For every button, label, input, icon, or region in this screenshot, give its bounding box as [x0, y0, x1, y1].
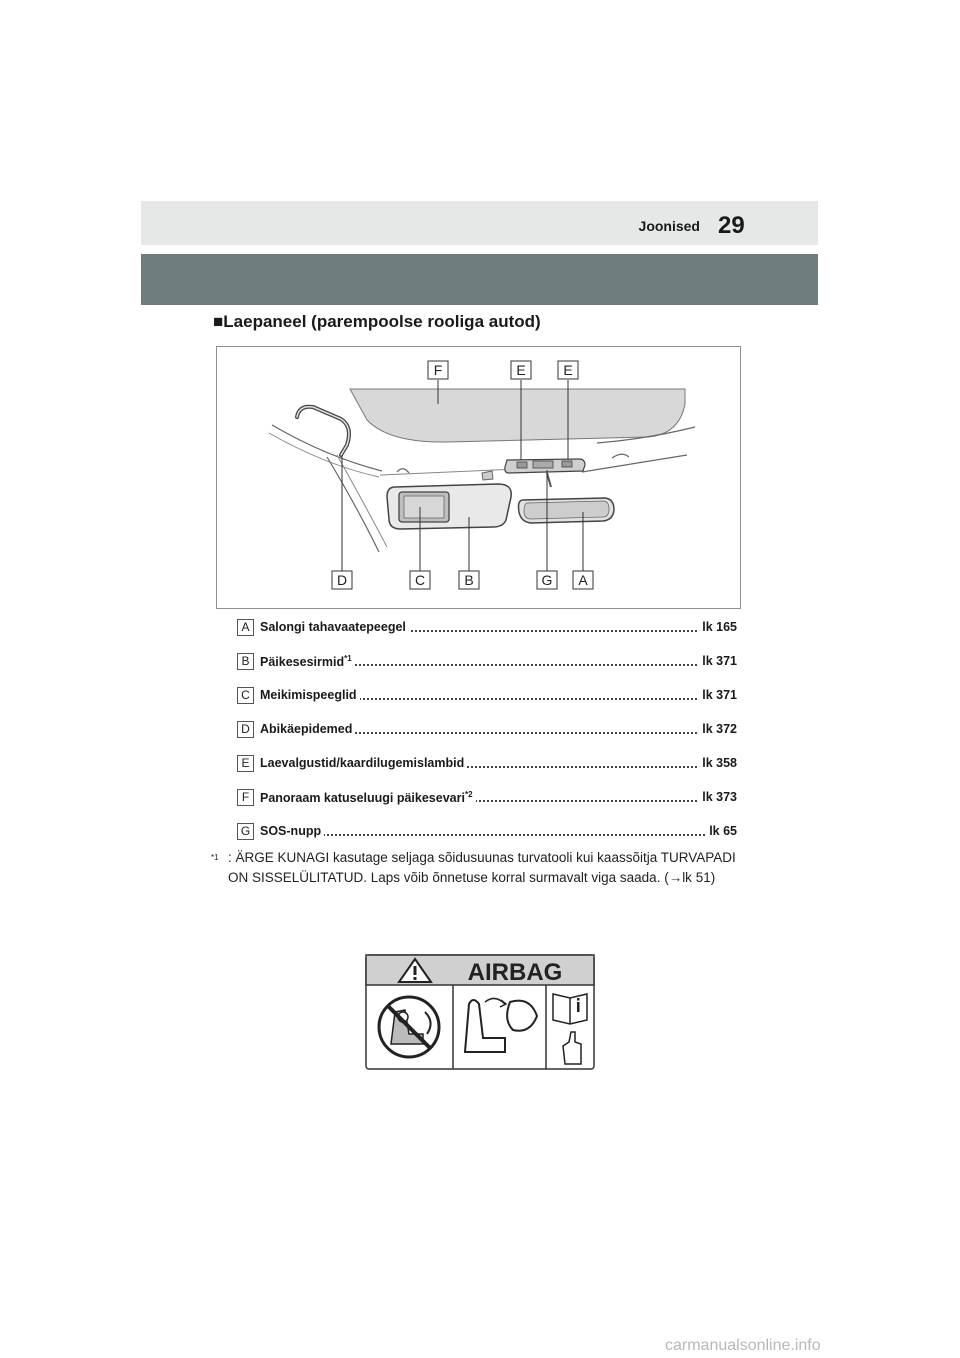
page-reference[interactable]: lk 373 — [699, 790, 737, 804]
heading-marker: ■ — [213, 312, 224, 331]
legend-badge: G — [237, 823, 254, 840]
callout-b — [459, 571, 479, 589]
legend-item-f — [237, 789, 737, 809]
page-reference[interactable]: lk 371 — [699, 654, 737, 668]
callout-e-right — [558, 361, 578, 379]
svg-text:B: B — [464, 572, 474, 588]
svg-text:C: C — [414, 572, 426, 588]
legend-item-g — [237, 823, 737, 843]
legend-badge: E — [237, 755, 254, 772]
callout-g — [537, 571, 557, 589]
legend-label: Panoraam katuseluugi päikesevari$^{*2}$ — [260, 790, 476, 805]
heading-text: Laepaneel (parempoolse rooliga autod) — [223, 312, 541, 331]
svg-text:A: A — [578, 572, 588, 588]
footnote-mark: *1 — [211, 853, 219, 862]
footnote-text: : ÄRGE KUNAGI kasutage seljaga sõidusuunas turvatooli kui kaassõitja TURVAPADI ON SISSELÜLITATUD. Laps võib õnnetuse korral surmavalt viga saada. (→lk 51) — [228, 850, 736, 885]
airbag-warning-graphic — [365, 954, 595, 1070]
callout-e-left — [511, 361, 531, 379]
callout-d — [332, 571, 352, 589]
legend-item-c — [237, 687, 737, 707]
header-band — [141, 254, 818, 305]
callout-f — [428, 361, 448, 379]
section-heading — [213, 312, 541, 332]
footnote-ref: *2 — [464, 790, 473, 799]
legend-badge: D — [237, 721, 254, 738]
airbag-title: AIRBAG — [467, 959, 563, 986]
legend-label: SOS-nupp — [260, 824, 324, 838]
page-reference[interactable]: lk 65 — [706, 824, 737, 838]
legend-label: Laevalgustid/kaardilugemislambid — [260, 756, 467, 770]
header-bar — [141, 201, 818, 245]
svg-text:F: F — [433, 362, 443, 378]
callout-a — [573, 571, 593, 589]
no-rear-facing-child-seat-icon — [379, 997, 439, 1057]
svg-text:E: E — [516, 362, 526, 378]
svg-text:E: E — [563, 362, 573, 378]
legend-badge: F — [237, 789, 254, 806]
legend-item-a — [237, 619, 737, 639]
ceiling-panel-figure — [216, 346, 741, 609]
legend-item-e — [237, 755, 737, 775]
legend-badge: B — [237, 653, 254, 670]
legend-label: Päikesesirmid$^{*1}$ — [260, 654, 355, 669]
legend-badge: C — [237, 687, 254, 704]
legend-label: Meikimispeeglid — [260, 688, 360, 702]
footnote-ref: *1 — [344, 654, 352, 663]
section-title: Joonised — [638, 218, 700, 234]
page-reference[interactable]: lk 358 — [699, 756, 737, 770]
ceiling-panel-illustration — [217, 347, 740, 608]
page-reference[interactable]: lk 372 — [699, 722, 737, 736]
page-number: 29 — [718, 212, 745, 239]
callout-c — [410, 571, 430, 589]
leader-dots — [260, 834, 709, 836]
legend-label: Salongi tahavaatepeegel — [260, 620, 409, 634]
footnote — [211, 848, 751, 888]
legend-badge: A — [237, 619, 254, 636]
legend-label: Abikäepidemed — [260, 722, 355, 736]
legend-item-d — [237, 721, 737, 741]
watermark: carmanualsonline.info — [665, 1337, 821, 1354]
page-reference[interactable]: lk 165 — [699, 620, 737, 634]
svg-text:D: D — [336, 572, 348, 588]
page-reference[interactable]: lk 371 — [699, 688, 737, 702]
svg-text:G: G — [541, 572, 553, 588]
airbag-warning-label — [365, 954, 595, 1070]
legend-item-b — [237, 653, 737, 673]
